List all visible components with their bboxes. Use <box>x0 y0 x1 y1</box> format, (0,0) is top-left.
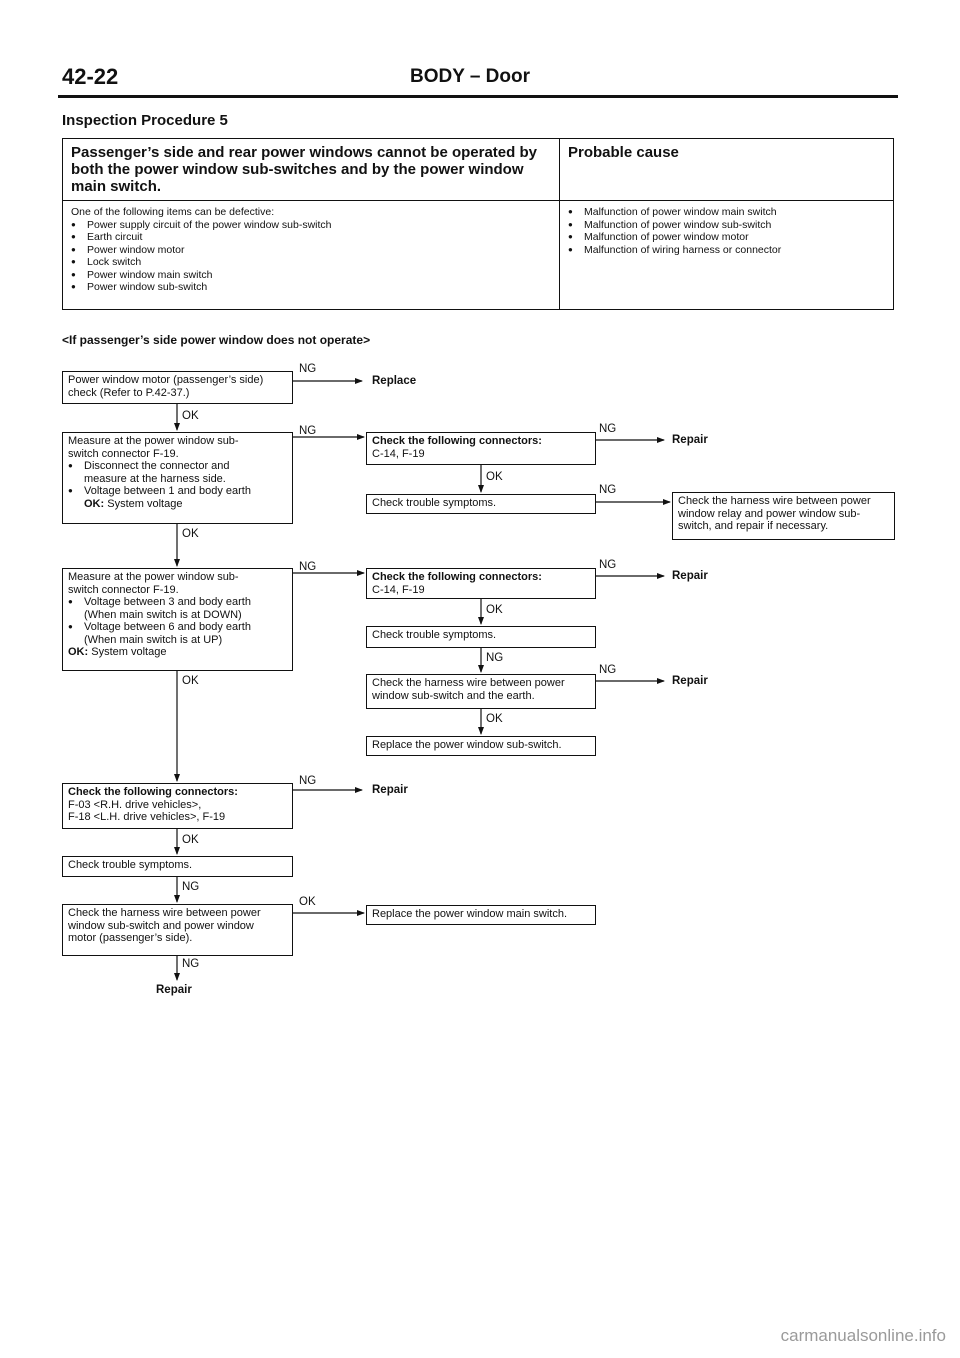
box-text: Check trouble symptoms. <box>372 497 497 509</box>
ng-label: NG <box>182 958 200 970</box>
harness-motor-box <box>62 904 293 956</box>
measure-voltage-1-box <box>62 432 293 524</box>
box-text: ● Voltage between 6 and body earth <box>68 621 287 634</box>
ng-label: NG <box>599 559 617 571</box>
box-text: Power window motor (passenger’s side) <box>68 374 264 386</box>
ng-label: NG <box>599 664 617 676</box>
page-number: 42-22 <box>62 64 119 89</box>
defective-item: ● Power supply circuit of the power window sub-switch <box>71 219 551 232</box>
box-text: Measure at the power window sub- <box>68 571 239 583</box>
repair-result: Repair <box>672 675 708 687</box>
defective-intro: One of the following items can be defective: <box>71 206 275 218</box>
flowchart-subtitle: <If passenger’s side power window does not operate> <box>62 333 371 347</box>
check-symptoms-1-box <box>366 494 596 514</box>
repair-result: Repair <box>672 570 708 582</box>
box-text: C-14, F-19 <box>372 447 425 460</box>
check-symptoms-2-box <box>366 626 596 648</box>
box-text: motor (passenger’s side). <box>68 932 193 944</box>
box-text: Check the following connectors: <box>372 571 542 583</box>
cause-item: ● Malfunction of power window main switch <box>568 206 885 219</box>
cause-item: ● Malfunction of power window motor <box>568 231 885 244</box>
ok-label: OK <box>182 834 199 846</box>
defective-item: ● Power window sub-switch <box>71 281 551 294</box>
watermark: carmanualsonline.info <box>780 1326 946 1345</box>
check-connectors-3-box <box>62 783 293 829</box>
symptom-title: Passenger’s side and rear power windows cannot be operated by both the power window sub-switches and by the power window main switch. <box>63 139 559 201</box>
ng-label: NG <box>486 652 504 664</box>
box-text: F-03 <R.H. drive vehicles>, <box>68 798 202 811</box>
ok-criterion: OK: <box>84 497 105 510</box>
box-text: Check the following connectors: <box>372 435 542 447</box>
box-text: switch connector F-19. <box>68 583 179 596</box>
ok-label: OK <box>182 528 199 540</box>
check-connectors-1-box <box>366 432 596 465</box>
box-text: System voltage <box>91 646 167 658</box>
procedure-title: Inspection Procedure 5 <box>62 112 228 129</box>
ok-label: OK <box>486 713 503 725</box>
ng-label: NG <box>299 425 317 437</box>
ok-label: OK <box>182 675 199 687</box>
box-text: Check the harness wire between power <box>68 907 261 919</box>
box-text: C-14, F-19 <box>372 583 425 596</box>
box-text: measure at the harness side. <box>84 472 226 485</box>
box-text: ● Disconnect the connector and <box>68 460 287 473</box>
replace-result: Replace <box>372 375 417 387</box>
replace-main-switch-box <box>366 905 596 925</box>
ok-label: OK <box>182 410 199 422</box>
box-text: ● Voltage between 1 and body earth <box>68 485 287 498</box>
box-text: Check the following connectors: <box>68 786 238 798</box>
box-text: (When main switch is at DOWN) <box>84 608 242 621</box>
box-text: switch connector F-19. <box>68 447 179 460</box>
replace-sub-switch-box <box>366 736 596 756</box>
cause-item: ● Malfunction of power window sub-switch <box>568 219 885 232</box>
defective-item: ● Earth circuit <box>71 231 551 244</box>
box-text: ● Voltage between 3 and body earth <box>68 596 287 609</box>
repair-result: Repair <box>372 784 408 796</box>
check-connectors-2-box <box>366 568 596 599</box>
harness-earth-box <box>366 674 596 709</box>
ok-criterion: OK: <box>68 646 89 658</box>
ng-label: NG <box>599 484 617 496</box>
measure-voltage-2-box <box>62 568 293 671</box>
ng-label: NG <box>299 775 317 787</box>
box-text: switch, and repair if necessary. <box>678 520 829 532</box>
ok-label: OK <box>486 471 503 483</box>
cause-title: Probable cause <box>560 139 893 201</box>
box-text: window sub-switch and power window <box>68 919 254 932</box>
box-text: Check trouble symptoms. <box>372 629 497 641</box>
harness-relay-box <box>672 492 895 540</box>
defective-item: ● Lock switch <box>71 256 551 269</box>
box-text: F-18 <L.H. drive vehicles>, F-19 <box>68 811 226 823</box>
box-text: Measure at the power window sub- <box>68 435 239 447</box>
box-text: (When main switch is at UP) <box>84 633 223 646</box>
box-text: check (Refer to P.42-37.) <box>68 386 190 399</box>
ng-label: NG <box>599 423 617 435</box>
ng-label: NG <box>182 881 200 893</box>
box-text: Replace the power window main switch. <box>372 908 568 920</box>
ng-label: NG <box>299 363 317 375</box>
box-text: Check trouble symptoms. <box>68 859 193 871</box>
motor-check-box <box>62 371 293 404</box>
defective-item: ● Power window motor <box>71 244 551 257</box>
section-title: BODY – Door <box>410 66 531 87</box>
ok-label: OK <box>299 896 316 908</box>
box-text: window sub-switch and the earth. <box>372 689 535 702</box>
box-text: Check the harness wire between power <box>678 495 871 507</box>
defective-item: ● Power window main switch <box>71 269 551 282</box>
repair-result: Repair <box>156 984 192 996</box>
ok-label: OK <box>486 604 503 616</box>
cause-item: ● Malfunction of wiring harness or connector <box>568 244 885 257</box>
box-text: window relay and power window sub- <box>678 507 861 520</box>
box-text: Replace the power window sub-switch. <box>372 739 562 751</box>
box-text: System voltage <box>107 497 183 510</box>
box-text: Check the harness wire between power <box>372 677 565 689</box>
check-symptoms-3-box <box>62 856 293 877</box>
ng-label: NG <box>299 561 317 573</box>
repair-result: Repair <box>672 434 708 446</box>
